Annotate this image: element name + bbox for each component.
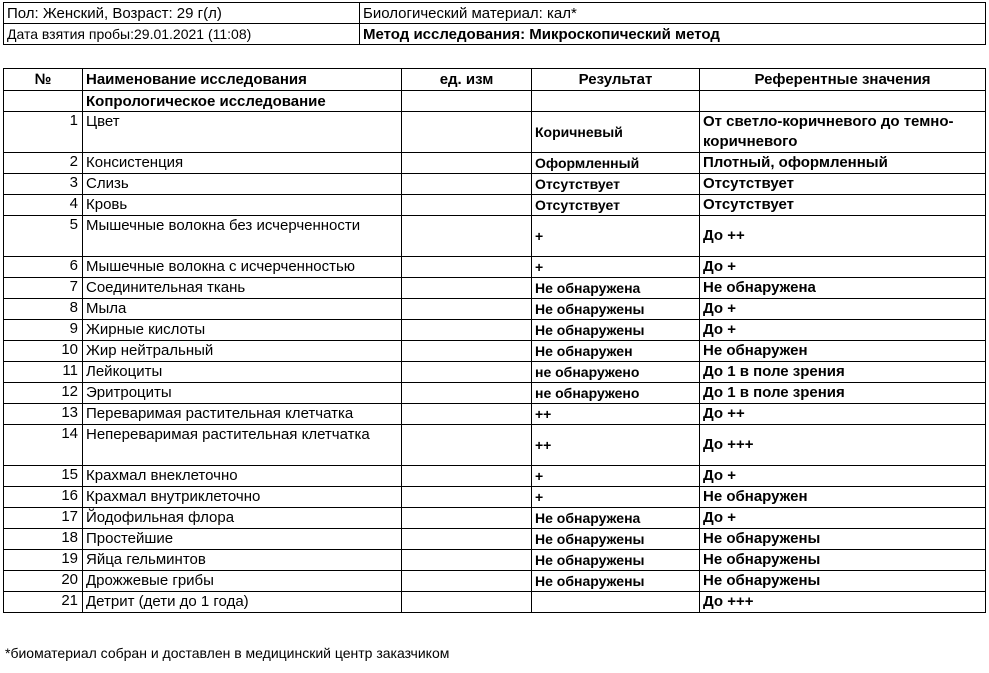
results-table: [3, 68, 986, 613]
row-unit: [402, 257, 532, 278]
row-number: 13: [4, 404, 83, 425]
row-reference: До 1 в поле зрения: [700, 383, 986, 404]
row-name: Жирные кислоты: [83, 320, 402, 341]
row-name: Крахмал внеклеточно: [83, 466, 402, 487]
row-name: Мыла: [83, 299, 402, 320]
row-number: 4: [4, 195, 83, 216]
table-row: [4, 112, 986, 153]
row-unit: [402, 216, 532, 257]
row-name: Соединительная ткань: [83, 278, 402, 299]
col-header-unit: ед. изм: [402, 69, 532, 91]
row-name: Лейкоциты: [83, 362, 402, 383]
row-unit: [402, 592, 532, 613]
row-unit: [402, 341, 532, 362]
row-reference: Плотный, оформленный: [700, 153, 986, 174]
row-result: +: [532, 257, 700, 278]
row-name: Простейшие: [83, 529, 402, 550]
row-result: Коричневый: [532, 112, 700, 153]
section-title: Копрологическое исследование: [83, 91, 402, 112]
row-number: 2: [4, 153, 83, 174]
row-reference: До 1 в поле зрения: [700, 362, 986, 383]
row-number: 3: [4, 174, 83, 195]
row-reference: До +++: [700, 592, 986, 613]
row-unit: [402, 383, 532, 404]
row-reference: До +: [700, 257, 986, 278]
row-unit: [402, 362, 532, 383]
row-name: Эритроциты: [83, 383, 402, 404]
row-reference: До +: [700, 508, 986, 529]
row-reference: До ++: [700, 404, 986, 425]
row-reference: Не обнаружены: [700, 571, 986, 592]
table-row: [4, 383, 986, 404]
row-number: 7: [4, 278, 83, 299]
row-number: 20: [4, 571, 83, 592]
row-unit: [402, 174, 532, 195]
row-result: не обнаружено: [532, 362, 700, 383]
table-row: [4, 592, 986, 613]
row-number: 17: [4, 508, 83, 529]
row-number: 6: [4, 257, 83, 278]
row-number: 15: [4, 466, 83, 487]
col-header-result: Результат: [532, 69, 700, 91]
table-row: [4, 174, 986, 195]
row-unit: [402, 299, 532, 320]
row-name: Йодофильная флора: [83, 508, 402, 529]
row-number: 21: [4, 592, 83, 613]
row-unit: [402, 195, 532, 216]
row-reference: Отсутствует: [700, 174, 986, 195]
row-unit: [402, 571, 532, 592]
row-result: Отсутствует: [532, 195, 700, 216]
row-name: Крахмал внутриклеточно: [83, 487, 402, 508]
table-row: [4, 257, 986, 278]
row-result: Не обнаружены: [532, 550, 700, 571]
row-result: [532, 592, 700, 613]
row-result: Отсутствует: [532, 174, 700, 195]
row-result: Не обнаружена: [532, 508, 700, 529]
row-name: Консистенция: [83, 153, 402, 174]
section-row: [4, 91, 986, 112]
row-number: 10: [4, 341, 83, 362]
row-reference: До +: [700, 466, 986, 487]
table-row: [4, 571, 986, 592]
row-name: Слизь: [83, 174, 402, 195]
table-row: [4, 362, 986, 383]
row-reference: До ++: [700, 216, 986, 257]
col-header-reference: Референтные значения: [700, 69, 986, 91]
row-reference: Не обнаружены: [700, 550, 986, 571]
row-unit: [402, 425, 532, 466]
row-reference: От светло-коричневого до темно-коричневого: [700, 112, 986, 153]
row-name: Дрожжевые грибы: [83, 571, 402, 592]
row-name: Мышечные волокна без исчерченности: [83, 216, 402, 257]
sample-date-cell: Дата взятия пробы:29.01.2021 (11:08): [4, 24, 360, 45]
row-result: Не обнаружены: [532, 299, 700, 320]
row-unit: [402, 529, 532, 550]
row-reference: Отсутствует: [700, 195, 986, 216]
row-unit: [402, 153, 532, 174]
method-cell: Метод исследования: Микроскопический метод: [360, 24, 986, 45]
table-row: [4, 508, 986, 529]
patient-info-table: [3, 2, 986, 45]
table-row: [4, 425, 986, 466]
table-row: [4, 404, 986, 425]
col-header-num: №: [4, 69, 83, 91]
row-unit: [402, 320, 532, 341]
row-result: не обнаружено: [532, 383, 700, 404]
row-unit: [402, 112, 532, 153]
row-number: 8: [4, 299, 83, 320]
col-header-name: Наименование исследования: [83, 69, 402, 91]
row-number: 14: [4, 425, 83, 466]
row-number: 16: [4, 487, 83, 508]
row-number: 19: [4, 550, 83, 571]
row-reference: До +: [700, 320, 986, 341]
table-row: [4, 153, 986, 174]
table-row: [4, 487, 986, 508]
row-unit: [402, 278, 532, 299]
row-reference: Не обнаружен: [700, 487, 986, 508]
row-name: Кровь: [83, 195, 402, 216]
row-name: Цвет: [83, 112, 402, 153]
row-number: 5: [4, 216, 83, 257]
table-row: [4, 320, 986, 341]
row-reference: Не обнаружены: [700, 529, 986, 550]
row-unit: [402, 404, 532, 425]
table-row: [4, 529, 986, 550]
row-result: Не обнаружены: [532, 320, 700, 341]
row-number: 9: [4, 320, 83, 341]
row-reference: До +: [700, 299, 986, 320]
row-name: Переваримая растительная клетчатка: [83, 404, 402, 425]
row-result: Не обнаружена: [532, 278, 700, 299]
row-name: Яйца гельминтов: [83, 550, 402, 571]
table-header-row: [4, 69, 986, 91]
row-number: 18: [4, 529, 83, 550]
row-reference: Не обнаружен: [700, 341, 986, 362]
row-result: ++: [532, 425, 700, 466]
table-row: [4, 216, 986, 257]
footnote: *биоматериал собран и доставлен в медицинский центр заказчиком: [5, 645, 450, 661]
table-row: [4, 278, 986, 299]
row-result: +: [532, 487, 700, 508]
row-name: Мышечные волокна с исчерченностью: [83, 257, 402, 278]
row-result: +: [532, 466, 700, 487]
table-row: [4, 466, 986, 487]
row-result: Не обнаружен: [532, 341, 700, 362]
row-result: Не обнаружены: [532, 529, 700, 550]
row-reference: До +++: [700, 425, 986, 466]
row-unit: [402, 550, 532, 571]
table-row: [4, 299, 986, 320]
table-row: [4, 341, 986, 362]
row-unit: [402, 466, 532, 487]
row-name: Непереваримая растительная клетчатка: [83, 425, 402, 466]
row-result: ++: [532, 404, 700, 425]
row-unit: [402, 508, 532, 529]
row-name: Детрит (дети до 1 года): [83, 592, 402, 613]
row-reference: Не обнаружена: [700, 278, 986, 299]
row-result: Оформленный: [532, 153, 700, 174]
row-name: Жир нейтральный: [83, 341, 402, 362]
row-unit: [402, 487, 532, 508]
sex-age-cell: Пол: Женский, Возраст: 29 г(л): [4, 3, 360, 24]
row-number: 11: [4, 362, 83, 383]
table-row: [4, 550, 986, 571]
table-row: [4, 195, 986, 216]
row-number: 12: [4, 383, 83, 404]
row-result: Не обнаружены: [532, 571, 700, 592]
biomaterial-cell: Биологический материал: кал*: [360, 3, 986, 24]
row-number: 1: [4, 112, 83, 153]
row-result: +: [532, 216, 700, 257]
